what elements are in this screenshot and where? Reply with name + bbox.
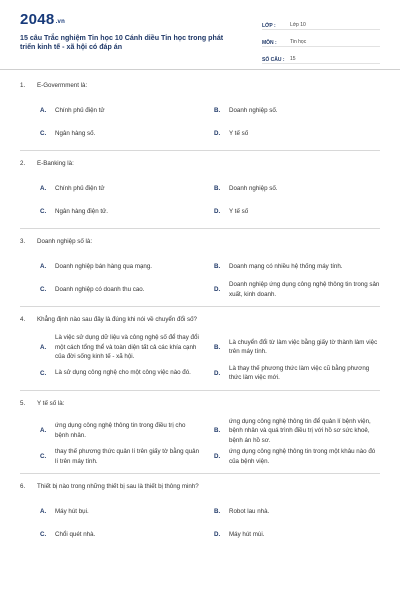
option-letter: D.	[214, 130, 221, 137]
option-d[interactable]	[200, 278, 380, 301]
option-letter: A.	[40, 427, 47, 435]
option-c[interactable]	[20, 278, 200, 301]
question-prompt: Khẳng định nào sau đây là đúng khi nói về chuyển đổi số?	[37, 316, 197, 323]
option-a[interactable]	[20, 417, 200, 446]
page-header	[0, 0, 400, 70]
option-letter: A.	[40, 343, 47, 351]
question-text	[20, 82, 380, 99]
option-letter: D.	[214, 208, 221, 215]
option-letter: A.	[40, 185, 47, 192]
logo-main: 2048	[20, 11, 55, 28]
option-text: Ngân hàng điện tử.	[55, 207, 108, 215]
option-row	[20, 99, 380, 122]
option-b[interactable]	[200, 255, 380, 278]
logo-suffix: .vn	[55, 19, 66, 25]
option-a[interactable]	[20, 333, 200, 362]
meta-value: Tin học	[290, 39, 307, 45]
option-letter: B.	[214, 508, 221, 515]
question-list	[0, 70, 400, 546]
option-b[interactable]	[200, 177, 380, 200]
option-b[interactable]	[200, 333, 380, 362]
quiz-meta	[262, 12, 380, 69]
question-text	[20, 400, 380, 417]
question-number: 2.	[20, 160, 26, 167]
option-text: Máy hút mùi.	[229, 530, 265, 538]
option-text: Là chuyển đổi từ làm việc bằng giấy tờ thành làm việc trên máy tính.	[229, 338, 378, 356]
option-text: Doanh nghiệp số.	[229, 106, 278, 114]
option-d[interactable]	[200, 523, 380, 546]
option-text: Ngân hàng số.	[55, 129, 96, 137]
option-b[interactable]	[200, 500, 380, 523]
option-text: Chổi quét nhà.	[55, 530, 96, 538]
question-3	[20, 238, 380, 301]
question-number: 6.	[20, 483, 26, 490]
option-letter: C.	[40, 531, 47, 538]
option-a[interactable]	[20, 500, 200, 523]
option-letter: D.	[214, 286, 221, 293]
option-letter: B.	[214, 107, 221, 114]
meta-row-class	[262, 16, 380, 30]
option-text: Doanh nghiệp ứng dụng công nghệ thông tin trong sản xuất, kinh doanh.	[229, 281, 380, 298]
question-4	[20, 316, 380, 385]
option-row	[20, 417, 380, 446]
option-text: thay thế phương thức quản lí trên giấy tờ bằng quản lí trên máy tính.	[55, 448, 200, 465]
option-c[interactable]	[20, 362, 200, 385]
option-letter: B.	[214, 343, 221, 351]
option-letter: D.	[214, 453, 221, 460]
meta-key: MÔN :	[262, 40, 277, 46]
option-d[interactable]	[200, 362, 380, 385]
option-text: Là việc sử dụng dữ liệu và công nghệ số để thay đổi một cách tổng thể và toàn diện tất cả các khía cạnh của đời sống kinh tế - xã hội.	[55, 334, 199, 360]
option-d[interactable]	[200, 122, 380, 145]
option-text: ứng dụng công nghệ thông tin trong một khâu nào đó của bệnh viện.	[229, 448, 376, 465]
meta-row-count	[262, 50, 380, 64]
question-number: 5.	[20, 399, 26, 407]
option-row	[20, 333, 380, 362]
question-5	[20, 400, 380, 469]
option-text: Doanh nghiệp có doanh thu cao.	[55, 285, 145, 293]
question-text	[20, 316, 380, 333]
option-text: ứng dụng công nghệ thông tin để quản lí bệnh viện, bệnh nhân và quá trình điều trị với hồ sơ sức khoẻ, bệnh án hồ sơ.	[229, 417, 371, 444]
option-row	[20, 177, 380, 200]
option-text: ứng dụng công nghệ thông tin trong điều trị cho bệnh nhân.	[55, 422, 186, 439]
question-prompt: Y tế số là:	[37, 399, 65, 407]
option-row	[20, 200, 380, 223]
option-b[interactable]	[200, 417, 380, 446]
page-title: 15 câu Trắc nghiệm Tin học 10 Cánh diều Tin học trong phát triển kinh tế - xã hội có đáp án	[20, 34, 224, 52]
option-text: Y tế số	[229, 129, 249, 137]
option-text: Chính phủ điện tử	[55, 106, 105, 114]
option-letter: D.	[214, 531, 221, 538]
option-text: Là sử dụng công nghệ cho một công việc nào đó.	[55, 369, 191, 377]
question-divider	[20, 473, 380, 474]
question-1	[20, 82, 380, 145]
option-letter: B.	[214, 427, 221, 435]
header-left	[20, 12, 225, 69]
option-letter: B.	[214, 185, 221, 192]
meta-key: LỚP :	[262, 23, 276, 29]
option-c[interactable]	[20, 200, 200, 223]
option-letter: C.	[40, 208, 47, 215]
question-prompt: E-Govermment là:	[37, 82, 88, 89]
question-divider	[20, 306, 380, 307]
option-letter: C.	[40, 130, 47, 137]
question-number: 4.	[20, 316, 26, 323]
question-number: 3.	[20, 238, 26, 245]
option-b[interactable]	[200, 99, 380, 122]
option-text: Robot lau nhà.	[229, 507, 270, 515]
option-letter: A.	[40, 508, 47, 515]
option-text: Chính phủ điện tử	[55, 184, 105, 192]
option-letter: B.	[214, 263, 221, 270]
option-c[interactable]	[20, 445, 200, 468]
option-d[interactable]	[200, 200, 380, 223]
question-divider	[20, 228, 380, 229]
option-row	[20, 362, 380, 385]
option-text: Là thay thế phương thức làm việc cũ bằng phương thức làm việc mới.	[229, 364, 370, 381]
meta-value: Lớp 10	[290, 22, 306, 28]
question-6	[20, 483, 380, 546]
question-prompt: Thiết bị nào trong những thiết bị sau là thiết bị thông minh?	[37, 483, 199, 490]
question-prompt: E-Banking là:	[37, 160, 74, 167]
option-letter: C.	[40, 286, 47, 293]
option-row	[20, 500, 380, 523]
option-letter: A.	[40, 263, 47, 270]
question-text	[20, 238, 380, 255]
option-row	[20, 278, 380, 301]
site-logo[interactable]	[20, 12, 225, 30]
option-text: Doanh nghiệp bán hàng qua mạng.	[55, 262, 153, 270]
option-text: Máy hút bụi.	[55, 507, 89, 515]
question-number: 1.	[20, 82, 26, 89]
option-text: Doanh mạng có nhiều hệ thống máy tính.	[229, 262, 343, 270]
question-divider	[20, 390, 380, 391]
question-2	[20, 160, 380, 223]
question-text	[20, 483, 380, 500]
option-row	[20, 255, 380, 278]
option-d[interactable]	[200, 445, 380, 468]
meta-value: 15	[290, 56, 296, 62]
option-row	[20, 523, 380, 546]
option-letter: C.	[40, 453, 47, 460]
option-c[interactable]	[20, 122, 200, 145]
question-prompt: Doanh nghiệp số là:	[37, 238, 93, 245]
meta-key: SỐ CÂU :	[262, 57, 285, 63]
option-letter: A.	[40, 107, 47, 114]
meta-row-subject	[262, 33, 380, 47]
option-letter: D.	[214, 369, 221, 377]
option-row	[20, 122, 380, 145]
question-divider	[20, 150, 380, 151]
option-a[interactable]	[20, 177, 200, 200]
option-text: Doanh nghiệp số.	[229, 184, 278, 192]
option-a[interactable]	[20, 255, 200, 278]
option-a[interactable]	[20, 99, 200, 122]
question-text	[20, 160, 380, 177]
option-c[interactable]	[20, 523, 200, 546]
option-text: Y tế số	[229, 207, 249, 215]
option-letter: C.	[40, 369, 47, 377]
option-row	[20, 445, 380, 468]
